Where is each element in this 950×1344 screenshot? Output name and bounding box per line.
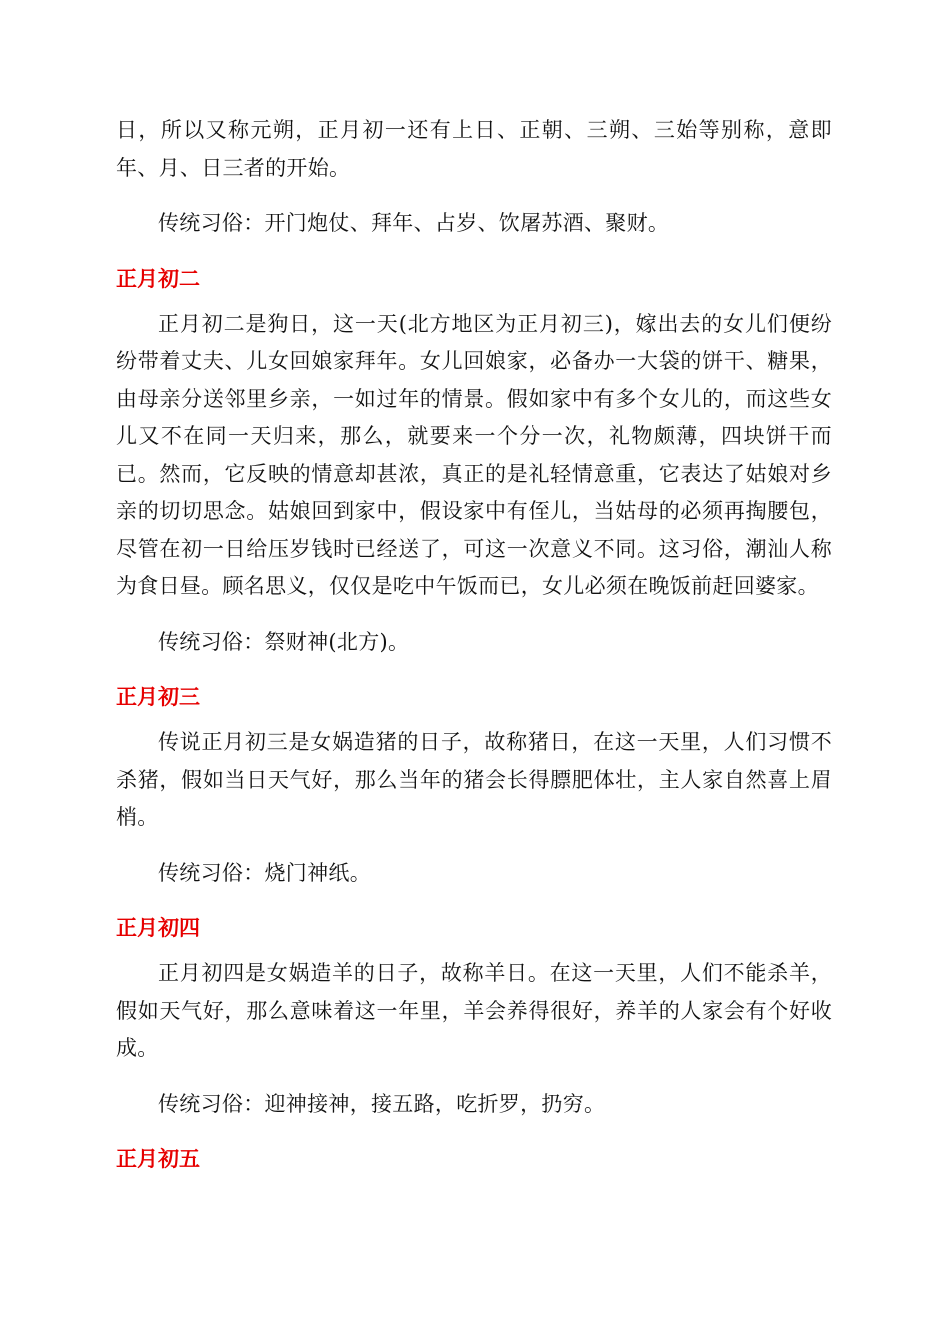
intro-custom-line: 传统习俗：开门炮仗、拜年、占岁、饮屠苏酒、聚财。 [158, 211, 670, 235]
section-heading-day3: 正月初三 [116, 685, 200, 709]
section-body-day4: 正月初四是女娲造羊的日子，故称羊日。在这一天里，人们不能杀羊，假如天气好，那么意味着这一年里，羊会养得很好，养羊的人家会有个好收成。 [116, 961, 832, 1060]
section-heading-day5: 正月初五 [116, 1147, 200, 1171]
section-body-day3: 传说正月初三是女娲造猪的日子，故称猪日，在这一天里，人们习惯不杀猪，假如当日天气好，那么当年的猪会长得膘肥体壮，主人家自然喜上眉梢。 [116, 730, 832, 829]
document-page [116, 112, 832, 1186]
intro-paragraph: 日，所以又称元朔，正月初一还有上日、正朝、三朔、三始等别称，意即年、月、日三者的开始。 [116, 118, 832, 180]
section-body-day2: 正月初二是狗日，这一天(北方地区为正月初三)，嫁出去的女儿们便纷纷带着丈夫、儿女回娘家拜年。女儿回娘家，必备办一大袋的饼干、糖果，由母亲分送邻里乡亲，一如过年的情景。假如家中有多个女儿的，而这些女儿又不在同一天归来，那么，就要来一个分一次，礼物颇薄，四块饼干而已。然而，它反映的情意却甚浓，真正的是礼轻情意重，它表达了姑娘对乡亲的切切思念。姑娘回到家中，假设家中有侄儿，当姑母的必须再掏腰包，尽管在初一日给压岁钱时已经送了，可这一次意义不同。这习俗，潮汕人称为食日昼。顾名思义，仅仅是吃中午饭而已，女儿必须在晚饭前赶回婆家。 [116, 311, 832, 598]
section-custom-day3: 传统习俗：烧门神纸。 [158, 860, 371, 885]
section-custom-day4: 传统习俗：迎神接神，接五路，吃折罗，扔穷。 [158, 1091, 606, 1116]
section-heading-day2: 正月初二 [116, 266, 200, 291]
section-heading-day4: 正月初四 [116, 916, 200, 940]
section-custom-day2: 传统习俗：祭财神(北方)。 [158, 629, 410, 654]
